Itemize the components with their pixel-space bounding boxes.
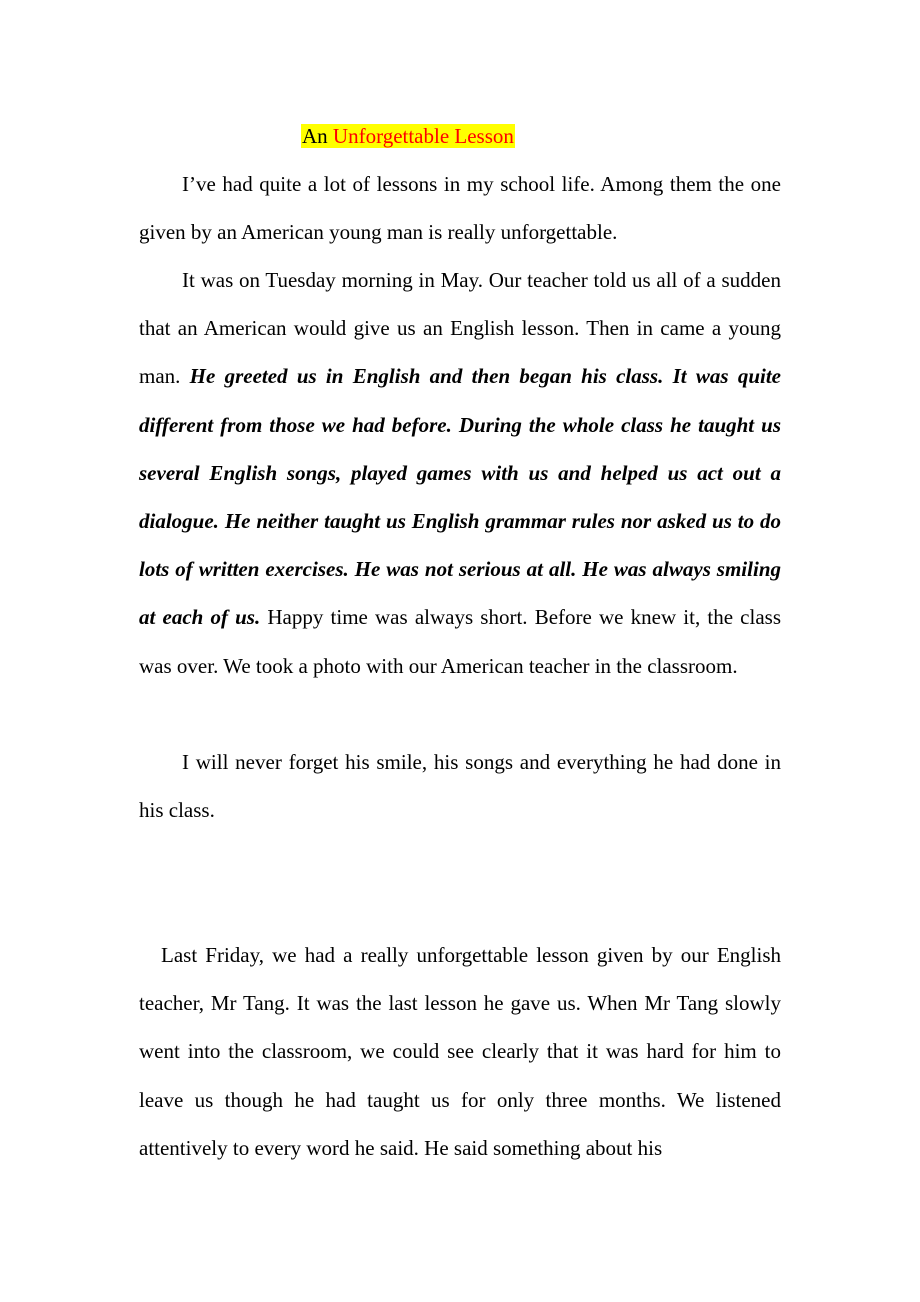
paragraph-2-emphasis: He greeted us in English and then began his class. It was quite different from those we had before. During the whole class he taught us several English songs, played games with us and helped us act out a dialogue. He neither taught us English grammar rules nor asked us to do lots of written exercises. He was not serious at all. He was always smiling at each of us. — [139, 364, 781, 630]
document-title — [301, 121, 515, 151]
title-highlighted-text: Unforgettable Lesson — [332, 124, 514, 148]
essay1-paragraph-1: I’ve had quite a lot of lessons in my school life. Among them the one given by an American young man is really unforgettable. — [139, 172, 781, 245]
essay2-paragraph-1: Last Friday, we had a really unforgettable lesson given by our English teacher, Mr Tang. It was the last lesson he gave us. When Mr Tang slowly went into the classroom, we could see clearly that it was hard for him to leave us though he had taught us for only three months. We listened attentively to every word he said. He said something about his — [139, 943, 781, 1160]
essay1-paragraph-2 — [139, 256, 781, 690]
paragraph-2-intro: It was on Tuesday morning in May. Our teacher told us all of a sudden that an American would give us an English lesson. Then in came a young man. — [139, 268, 781, 389]
title-highlight — [301, 124, 515, 148]
title-prefix: An — [302, 124, 328, 148]
paragraph-2-outro: Happy time was always short. Before we knew it, the class was over. We took a photo with our American teacher in the classroom. — [139, 605, 782, 678]
essay1-paragraph-3: I will never forget his smile, his songs and everything he had done in his class. — [139, 750, 781, 823]
